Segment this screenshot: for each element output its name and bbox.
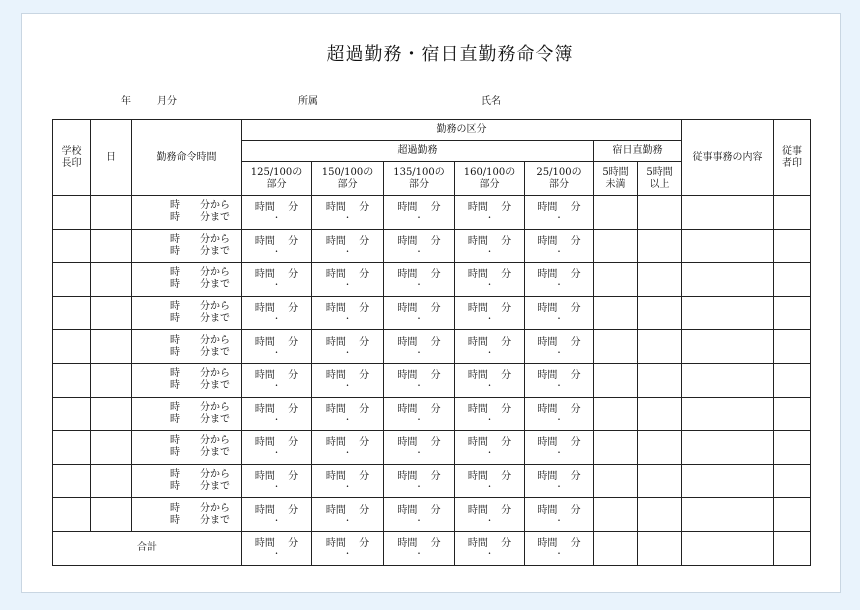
hours-minutes-cell[interactable]	[384, 229, 455, 263]
hours-minutes-cell[interactable]	[242, 296, 312, 330]
principal-seal-cell[interactable]	[53, 263, 91, 297]
separator-dot: ・	[415, 314, 423, 324]
hours-minutes-cell[interactable]	[384, 296, 455, 330]
rate-150-header: 150/100の 部分	[312, 162, 384, 196]
rate-135-header: 135/100の 部分	[384, 162, 455, 196]
separator-dot: ・	[485, 414, 494, 424]
hours-minutes-label: 時間 分	[537, 269, 581, 281]
worker-seal-header: 従事 者印	[774, 120, 811, 196]
separator-dot: ・	[555, 213, 563, 223]
day-cell[interactable]	[91, 263, 132, 297]
hours-minutes-label: 時間 分	[325, 370, 370, 382]
hours-minutes-label: 時間 分	[537, 202, 581, 214]
hours-minutes-label: 時間 分	[397, 538, 441, 550]
total-duty-over-5h-cell[interactable]	[638, 531, 682, 565]
rate-125-header: 125/100の 部分	[242, 162, 312, 196]
hours-minutes-label: 時間 分	[467, 336, 512, 348]
hours-minutes-label: 時間 分	[325, 336, 370, 348]
hours-minutes-label: 時間 分	[325, 437, 370, 449]
duty-under-5h-cell[interactable]	[594, 363, 638, 397]
hours-minutes-label: 時間 分	[537, 303, 581, 315]
hours-minutes-label: 時間 分	[537, 336, 581, 348]
day-cell[interactable]	[91, 464, 132, 498]
hours-minutes-cell[interactable]	[455, 296, 525, 330]
work-content-cell[interactable]	[682, 397, 774, 431]
day-header: 日	[91, 120, 132, 196]
hours-minutes-cell[interactable]	[384, 330, 455, 364]
separator-dot: ・	[272, 515, 281, 525]
separator-dot: ・	[485, 213, 494, 223]
principal-seal-cell[interactable]	[53, 296, 91, 330]
principal-seal-cell[interactable]	[53, 397, 91, 431]
hours-minutes-cell[interactable]	[384, 363, 455, 397]
hours-minutes-label: 時間 分	[467, 437, 512, 449]
separator-dot: ・	[555, 549, 563, 559]
hours-minutes-label: 時間 分	[537, 437, 581, 449]
hours-minutes-cell[interactable]	[242, 363, 312, 397]
hours-minutes-label: 時間 分	[254, 504, 299, 516]
hours-minutes-label: 時間 分	[467, 370, 512, 382]
name-label: 氏名	[481, 96, 501, 107]
duty-over-5h-cell[interactable]	[638, 296, 682, 330]
hours-minutes-cell[interactable]	[455, 363, 525, 397]
principal-seal-cell[interactable]	[53, 431, 91, 465]
separator-dot: ・	[485, 347, 494, 357]
entry-row	[53, 263, 811, 297]
hours-minutes-label: 時間 分	[467, 235, 512, 247]
principal-seal-cell[interactable]	[53, 229, 91, 263]
separator-dot: ・	[343, 347, 352, 357]
separator-dot: ・	[485, 280, 494, 290]
separator-dot: ・	[415, 549, 423, 559]
duty-under-5h-cell[interactable]	[594, 296, 638, 330]
separator-dot: ・	[415, 414, 423, 424]
hours-minutes-cell[interactable]	[312, 531, 384, 565]
hours-minutes-label: 時間 分	[325, 403, 370, 415]
work-content-header: 従事事務の内容	[682, 120, 774, 196]
entry-row	[53, 397, 811, 431]
separator-dot: ・	[555, 314, 563, 324]
duty-under-5h-cell[interactable]	[594, 431, 638, 465]
hours-minutes-label: 時間 分	[325, 471, 370, 483]
time-to-label: 時 分まで	[170, 346, 230, 358]
separator-dot: ・	[343, 381, 352, 391]
order-time-header: 勤務命令時間	[132, 120, 242, 196]
hours-minutes-cell[interactable]	[312, 330, 384, 364]
separator-dot: ・	[343, 414, 352, 424]
hours-minutes-cell[interactable]	[455, 196, 525, 230]
total-row	[53, 531, 811, 565]
time-from-label: 時 分から	[170, 301, 230, 313]
hours-minutes-cell[interactable]	[384, 196, 455, 230]
hours-minutes-label: 時間 分	[397, 437, 441, 449]
document-title: 超過勤務・宿日直勤務命令簿	[326, 44, 574, 65]
hours-minutes-label: 時間 分	[254, 471, 299, 483]
order-time-cell[interactable]	[132, 296, 242, 330]
entry-row	[53, 229, 811, 263]
entry-row	[53, 498, 811, 532]
separator-dot: ・	[415, 381, 423, 391]
hours-minutes-cell[interactable]	[384, 531, 455, 565]
entry-row	[53, 431, 811, 465]
department-label: 所属	[298, 96, 318, 107]
separator-dot: ・	[343, 314, 352, 324]
hours-minutes-label: 時間 分	[397, 235, 441, 247]
day-cell[interactable]	[91, 229, 132, 263]
hours-minutes-label: 時間 分	[397, 471, 441, 483]
hours-minutes-label: 時間 分	[254, 370, 299, 382]
hours-minutes-cell[interactable]	[312, 431, 384, 465]
duty-over-5h-cell[interactable]	[638, 363, 682, 397]
time-from-label: 時 分から	[170, 502, 230, 514]
separator-dot: ・	[272, 213, 281, 223]
time-from-label: 時 分から	[170, 435, 230, 447]
hours-minutes-cell[interactable]	[242, 397, 312, 431]
separator-dot: ・	[555, 414, 563, 424]
hours-minutes-label: 時間 分	[397, 269, 441, 281]
time-from-label: 時 分から	[170, 401, 230, 413]
work-content-cell[interactable]	[682, 330, 774, 364]
separator-dot: ・	[415, 347, 423, 357]
separator-dot: ・	[343, 515, 352, 525]
day-cell[interactable]	[91, 330, 132, 364]
separator-dot: ・	[272, 549, 281, 559]
overtime-header: 超過勤務	[242, 141, 594, 162]
hours-minutes-label: 時間 分	[537, 235, 581, 247]
time-to-label: 時 分まで	[170, 481, 230, 493]
separator-dot: ・	[555, 381, 563, 391]
hours-minutes-label: 時間 分	[537, 538, 581, 550]
worker-seal-cell[interactable]	[774, 464, 811, 498]
separator-dot: ・	[343, 246, 352, 256]
hours-minutes-label: 時間 分	[254, 437, 299, 449]
separator-dot: ・	[415, 448, 423, 458]
hours-minutes-cell[interactable]	[525, 397, 594, 431]
hours-minutes-cell[interactable]	[312, 196, 384, 230]
hours-minutes-label: 時間 分	[467, 471, 512, 483]
separator-dot: ・	[343, 448, 352, 458]
duty-under-5h-cell[interactable]	[594, 498, 638, 532]
rate-160-header: 160/100の 部分	[455, 162, 525, 196]
time-from-label: 時 分から	[170, 368, 230, 380]
worker-seal-cell[interactable]	[774, 397, 811, 431]
duty-over-5h-cell[interactable]	[638, 229, 682, 263]
hours-minutes-cell[interactable]	[312, 464, 384, 498]
work-content-cell[interactable]	[682, 296, 774, 330]
hours-minutes-cell[interactable]	[384, 464, 455, 498]
hours-minutes-label: 時間 分	[537, 504, 581, 516]
hours-minutes-label: 時間 分	[254, 202, 299, 214]
separator-dot: ・	[272, 414, 281, 424]
hours-minutes-cell[interactable]	[525, 363, 594, 397]
duty-under-5h-cell[interactable]	[594, 196, 638, 230]
time-from-label: 時 分から	[170, 200, 230, 212]
entry-row	[53, 464, 811, 498]
day-cell[interactable]	[91, 296, 132, 330]
hours-minutes-label: 時間 分	[254, 269, 299, 281]
hours-minutes-label: 時間 分	[254, 538, 299, 550]
worker-seal-cell[interactable]	[774, 229, 811, 263]
worker-seal-cell[interactable]	[774, 363, 811, 397]
duty-over-5h-cell[interactable]	[638, 498, 682, 532]
hours-minutes-label: 時間 分	[537, 370, 581, 382]
hours-minutes-cell[interactable]	[242, 531, 312, 565]
hours-minutes-label: 時間 分	[397, 303, 441, 315]
hours-minutes-label: 時間 分	[325, 538, 370, 550]
worker-seal-cell[interactable]	[774, 431, 811, 465]
separator-dot: ・	[555, 347, 563, 357]
hours-minutes-cell[interactable]	[525, 498, 594, 532]
hours-minutes-cell[interactable]	[242, 196, 312, 230]
separator-dot: ・	[343, 213, 352, 223]
order-time-cell[interactable]	[132, 464, 242, 498]
order-time-cell[interactable]	[132, 196, 242, 230]
separator-dot: ・	[485, 246, 494, 256]
work-category-header: 勤務の区分	[242, 120, 682, 141]
day-cell[interactable]	[91, 397, 132, 431]
duty-under-5h-cell[interactable]	[594, 330, 638, 364]
order-time-cell[interactable]	[132, 330, 242, 364]
order-time-cell[interactable]	[132, 498, 242, 532]
principal-seal-cell[interactable]	[53, 330, 91, 364]
total-label: 合計	[53, 531, 242, 565]
hours-minutes-cell[interactable]	[312, 296, 384, 330]
order-time-cell[interactable]	[132, 431, 242, 465]
separator-dot: ・	[555, 448, 563, 458]
separator-dot: ・	[272, 347, 281, 357]
hours-minutes-cell[interactable]	[455, 531, 525, 565]
hours-minutes-label: 時間 分	[397, 403, 441, 415]
separator-dot: ・	[415, 280, 423, 290]
duty-over-5h-cell[interactable]	[638, 196, 682, 230]
hours-minutes-label: 時間 分	[325, 303, 370, 315]
principal-seal-cell[interactable]	[53, 363, 91, 397]
hours-minutes-cell[interactable]	[525, 431, 594, 465]
separator-dot: ・	[415, 515, 423, 525]
separator-dot: ・	[485, 549, 494, 559]
hours-minutes-cell[interactable]	[455, 263, 525, 297]
order-register-table	[52, 119, 811, 566]
hours-minutes-cell[interactable]	[312, 498, 384, 532]
hours-minutes-cell[interactable]	[455, 431, 525, 465]
hours-minutes-label: 時間 分	[467, 504, 512, 516]
separator-dot: ・	[272, 246, 281, 256]
separator-dot: ・	[485, 381, 494, 391]
order-time-cell[interactable]	[132, 363, 242, 397]
separator-dot: ・	[415, 213, 423, 223]
work-content-cell[interactable]	[682, 196, 774, 230]
time-to-label: 時 分まで	[170, 212, 230, 224]
order-time-cell[interactable]	[132, 397, 242, 431]
order-time-cell[interactable]	[132, 229, 242, 263]
duty-under-5h-cell[interactable]	[594, 397, 638, 431]
duty-under-5h-cell[interactable]	[594, 229, 638, 263]
total-work-content-cell[interactable]	[682, 531, 774, 565]
hours-minutes-label: 時間 分	[467, 538, 512, 550]
hours-minutes-cell[interactable]	[242, 431, 312, 465]
hours-minutes-cell[interactable]	[525, 229, 594, 263]
hours-minutes-label: 時間 分	[325, 269, 370, 281]
separator-dot: ・	[272, 482, 281, 492]
duty-under-5h-header: 5時間 未満	[594, 162, 638, 196]
hours-minutes-label: 時間 分	[397, 336, 441, 348]
day-cell[interactable]	[91, 196, 132, 230]
total-duty-under-5h-cell[interactable]	[594, 531, 638, 565]
hours-minutes-cell[interactable]	[384, 263, 455, 297]
hours-minutes-label: 時間 分	[325, 504, 370, 516]
duty-over-5h-cell[interactable]	[638, 330, 682, 364]
night-duty-header: 宿日直勤務	[594, 141, 682, 162]
principal-seal-header: 学校 長印	[53, 120, 91, 196]
total-worker-seal-cell[interactable]	[774, 531, 811, 565]
duty-under-5h-cell[interactable]	[594, 263, 638, 297]
hours-minutes-label: 時間 分	[467, 403, 512, 415]
hours-minutes-cell[interactable]	[525, 464, 594, 498]
entry-row	[53, 330, 811, 364]
separator-dot: ・	[343, 482, 352, 492]
principal-seal-cell[interactable]	[53, 196, 91, 230]
hours-minutes-cell[interactable]	[455, 330, 525, 364]
separator-dot: ・	[272, 381, 281, 391]
day-cell[interactable]	[91, 363, 132, 397]
time-from-label: 時 分から	[170, 267, 230, 279]
hours-minutes-cell[interactable]	[384, 397, 455, 431]
time-to-label: 時 分まで	[170, 279, 230, 291]
separator-dot: ・	[343, 549, 352, 559]
hours-minutes-label: 時間 分	[325, 202, 370, 214]
hours-minutes-cell[interactable]	[312, 397, 384, 431]
separator-dot: ・	[485, 314, 494, 324]
work-content-cell[interactable]	[682, 464, 774, 498]
duty-over-5h-cell[interactable]	[638, 397, 682, 431]
time-to-label: 時 分まで	[170, 413, 230, 425]
worker-seal-cell[interactable]	[774, 196, 811, 230]
hours-minutes-cell[interactable]	[525, 263, 594, 297]
separator-dot: ・	[343, 280, 352, 290]
separator-dot: ・	[555, 515, 563, 525]
duty-over-5h-header: 5時間 以上	[638, 162, 682, 196]
time-to-label: 時 分まで	[170, 380, 230, 392]
hours-minutes-cell[interactable]	[455, 397, 525, 431]
duty-over-5h-cell[interactable]	[638, 431, 682, 465]
hours-minutes-cell[interactable]	[242, 263, 312, 297]
hours-minutes-cell[interactable]	[455, 464, 525, 498]
hours-minutes-cell[interactable]	[312, 363, 384, 397]
hours-minutes-cell[interactable]	[242, 498, 312, 532]
month-label: 月分	[157, 96, 177, 107]
order-time-cell[interactable]	[132, 263, 242, 297]
time-to-label: 時 分まで	[170, 447, 230, 459]
hours-minutes-label: 時間 分	[397, 202, 441, 214]
separator-dot: ・	[415, 246, 423, 256]
hours-minutes-cell[interactable]	[242, 330, 312, 364]
separator-dot: ・	[272, 314, 281, 324]
worker-seal-cell[interactable]	[774, 330, 811, 364]
hours-minutes-label: 時間 分	[254, 336, 299, 348]
principal-seal-cell[interactable]	[53, 464, 91, 498]
entry-row	[53, 363, 811, 397]
hours-minutes-cell[interactable]	[312, 229, 384, 263]
hours-minutes-cell[interactable]	[384, 431, 455, 465]
duty-over-5h-cell[interactable]	[638, 464, 682, 498]
hours-minutes-cell[interactable]	[242, 464, 312, 498]
entry-row	[53, 296, 811, 330]
hours-minutes-cell[interactable]	[242, 229, 312, 263]
work-content-cell[interactable]	[682, 431, 774, 465]
time-from-label: 時 分から	[170, 469, 230, 481]
hours-minutes-cell[interactable]	[384, 498, 455, 532]
hours-minutes-cell[interactable]	[525, 531, 594, 565]
entry-row	[53, 196, 811, 230]
worker-seal-cell[interactable]	[774, 498, 811, 532]
work-content-cell[interactable]	[682, 498, 774, 532]
hours-minutes-label: 時間 分	[537, 471, 581, 483]
separator-dot: ・	[272, 280, 281, 290]
year-label: 年	[121, 96, 131, 107]
hours-minutes-label: 時間 分	[467, 303, 512, 315]
hours-minutes-cell[interactable]	[312, 263, 384, 297]
time-to-label: 時 分まで	[170, 245, 230, 257]
time-to-label: 時 分まで	[170, 514, 230, 526]
hours-minutes-cell[interactable]	[525, 196, 594, 230]
time-from-label: 時 分から	[170, 334, 230, 346]
day-cell[interactable]	[91, 498, 132, 532]
principal-seal-cell[interactable]	[53, 498, 91, 532]
work-content-cell[interactable]	[682, 363, 774, 397]
hours-minutes-label: 時間 分	[397, 370, 441, 382]
time-from-label: 時 分から	[170, 233, 230, 245]
hours-minutes-cell[interactable]	[525, 330, 594, 364]
time-to-label: 時 分まで	[170, 313, 230, 325]
work-content-cell[interactable]	[682, 263, 774, 297]
duty-over-5h-cell[interactable]	[638, 263, 682, 297]
hours-minutes-cell[interactable]	[525, 296, 594, 330]
separator-dot: ・	[485, 482, 494, 492]
worker-seal-cell[interactable]	[774, 296, 811, 330]
separator-dot: ・	[555, 482, 563, 492]
hours-minutes-label: 時間 分	[254, 235, 299, 247]
hours-minutes-label: 時間 分	[325, 235, 370, 247]
hours-minutes-label: 時間 分	[397, 504, 441, 516]
hours-minutes-label: 時間 分	[467, 202, 512, 214]
duty-under-5h-cell[interactable]	[594, 464, 638, 498]
separator-dot: ・	[415, 482, 423, 492]
separator-dot: ・	[485, 448, 494, 458]
hours-minutes-label: 時間 分	[467, 269, 512, 281]
hours-minutes-cell[interactable]	[455, 498, 525, 532]
hours-minutes-label: 時間 分	[537, 403, 581, 415]
hours-minutes-label: 時間 分	[254, 303, 299, 315]
hours-minutes-cell[interactable]	[455, 229, 525, 263]
worker-seal-cell[interactable]	[774, 263, 811, 297]
hours-minutes-label: 時間 分	[254, 403, 299, 415]
separator-dot: ・	[272, 448, 281, 458]
rate-25-header: 25/100の 部分	[525, 162, 594, 196]
separator-dot: ・	[555, 246, 563, 256]
work-content-cell[interactable]	[682, 229, 774, 263]
separator-dot: ・	[485, 515, 494, 525]
separator-dot: ・	[555, 280, 563, 290]
day-cell[interactable]	[91, 431, 132, 465]
